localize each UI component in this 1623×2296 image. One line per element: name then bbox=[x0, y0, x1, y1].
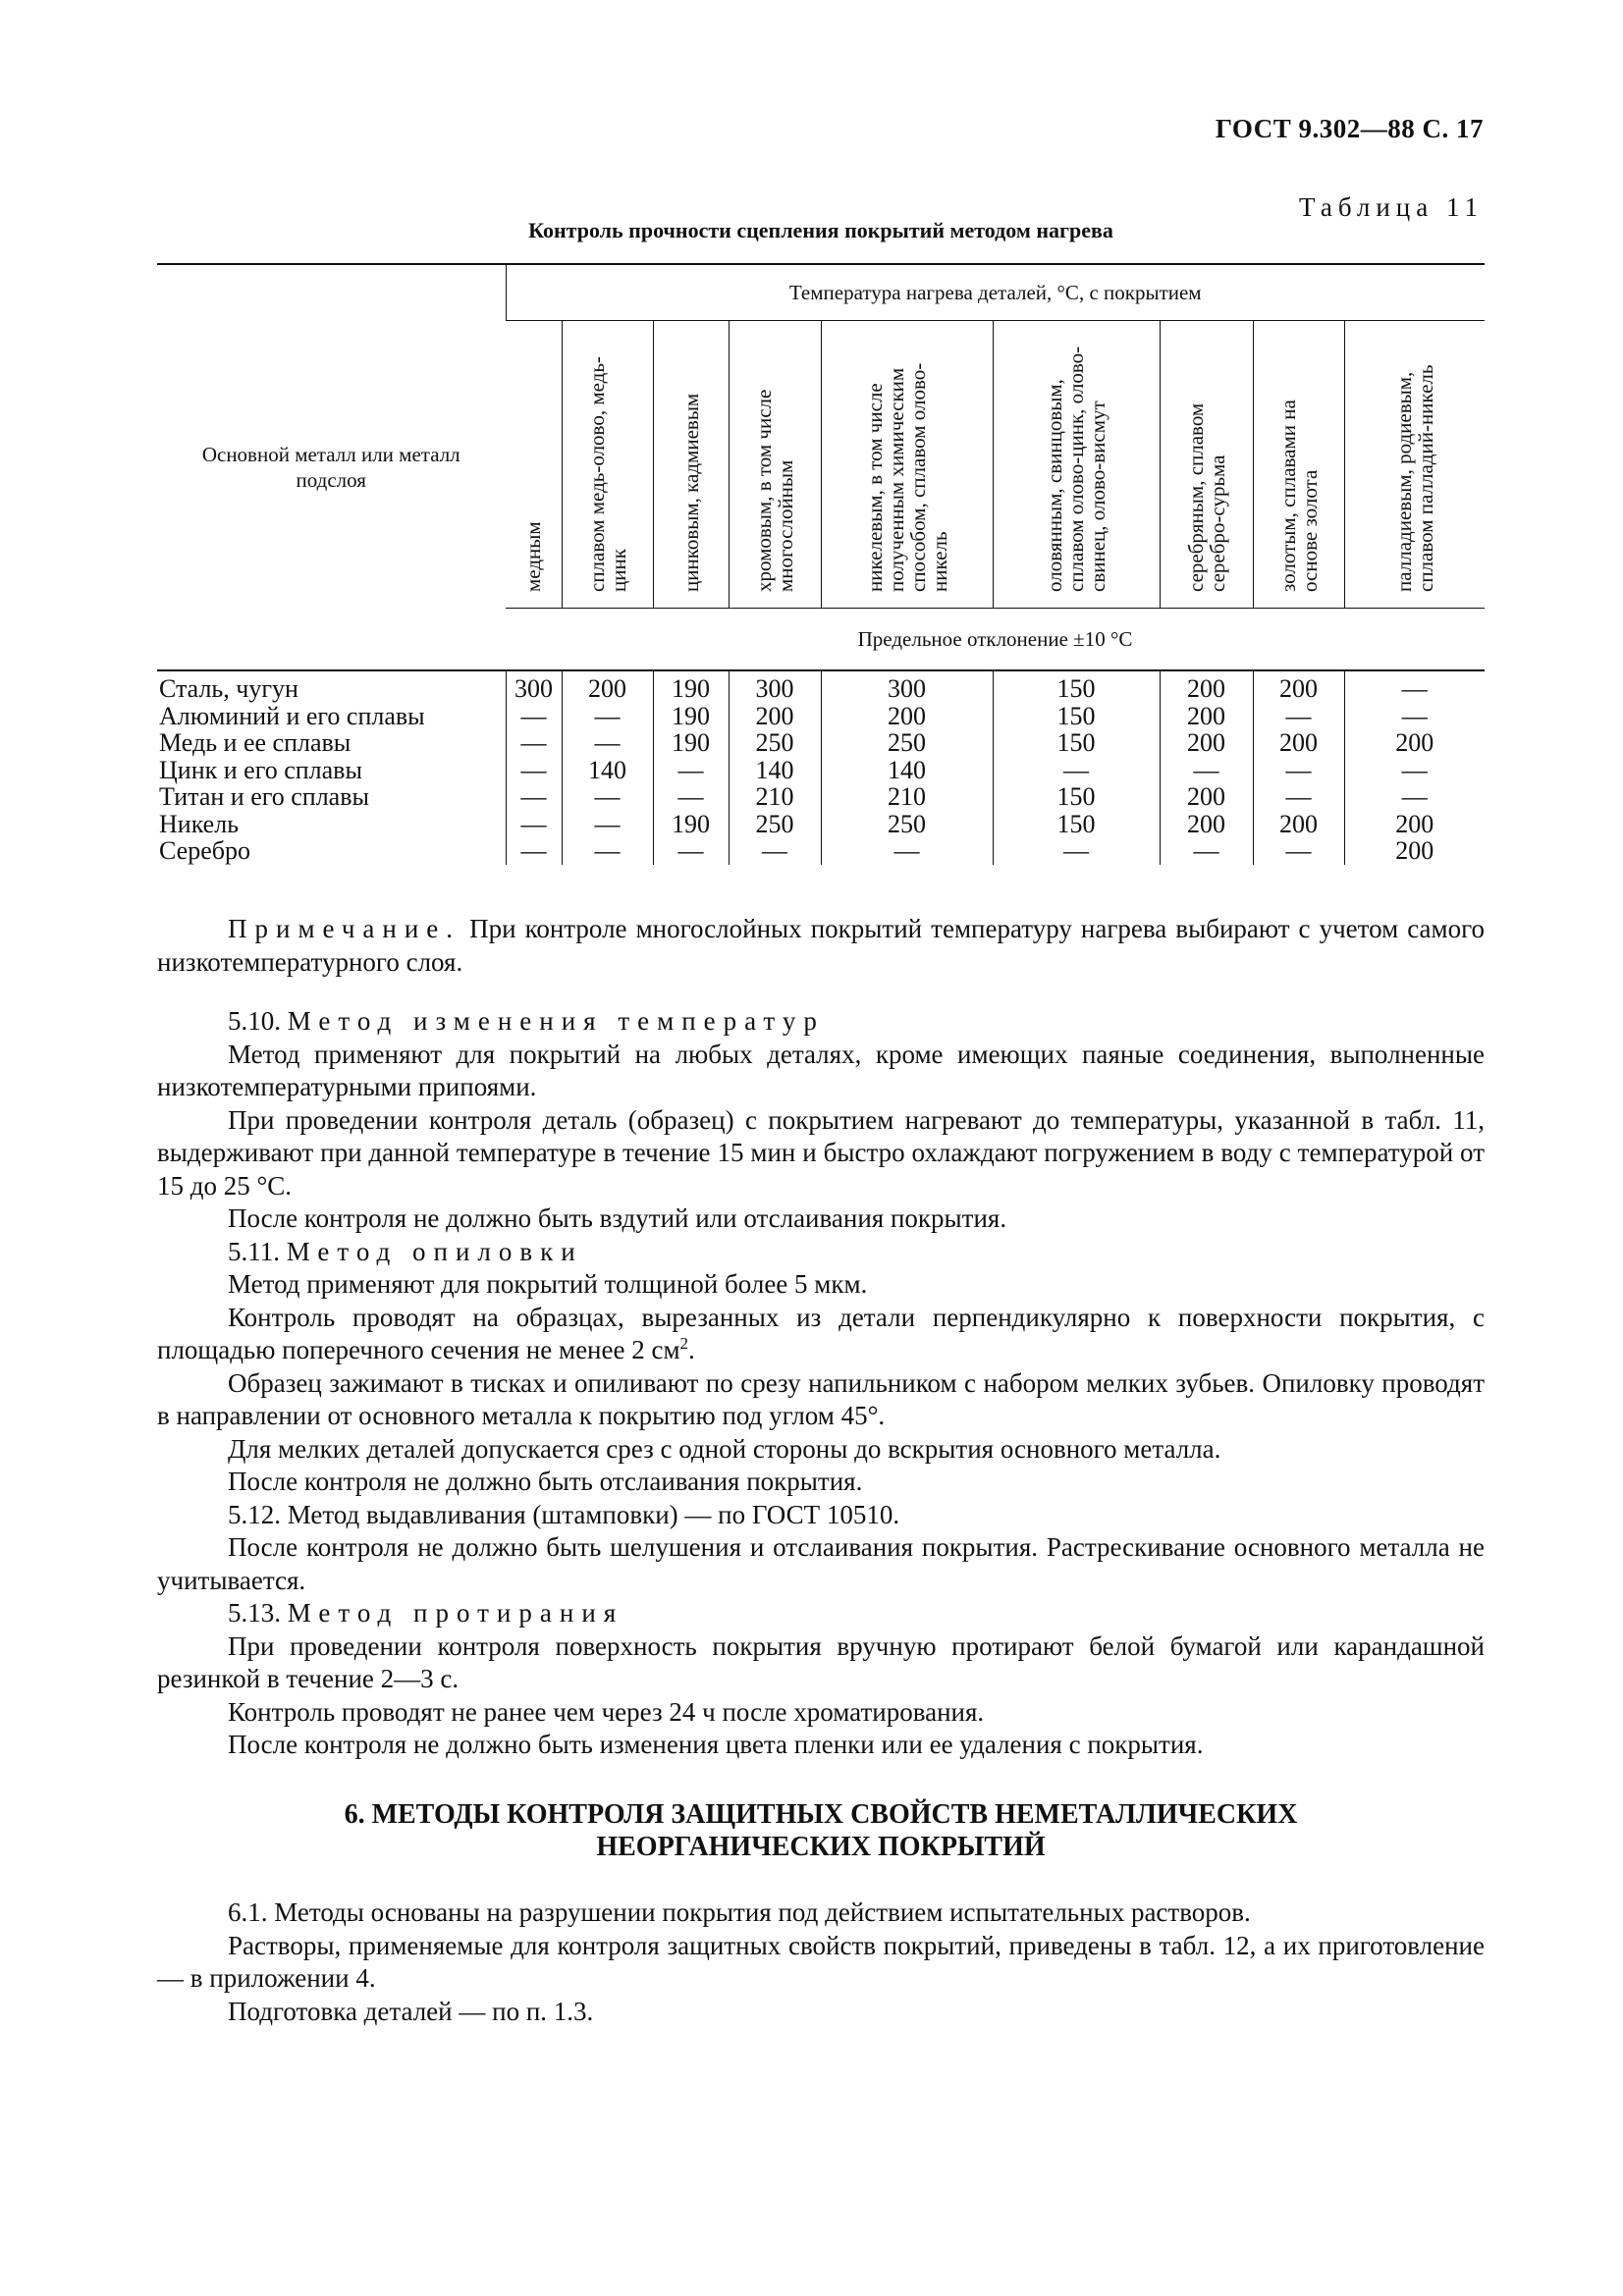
row-metal: Сталь, чугун bbox=[159, 674, 298, 703]
row-value: 200 bbox=[821, 703, 993, 730]
table-title: Контроль прочности сцепления покрытий методом нагрева bbox=[528, 218, 1113, 242]
row-metal: Титан и его сплавы bbox=[159, 782, 369, 811]
row-value: 200 bbox=[1344, 729, 1485, 757]
paragraph: После контроля не должно быть изменения цвета пленки или ее удаления с покрытия. bbox=[228, 1730, 1204, 1759]
row-value: — bbox=[653, 837, 729, 865]
row-value: 200 bbox=[1344, 811, 1485, 838]
paragraph: Растворы, применяемые для контроля защитных свойств покрытий, приведены в табл. 12, а их приготовление — в приложении 4. bbox=[157, 1930, 1485, 1993]
paragraph: 6.1. Методы основаны на разрушении покрытия под действием испытательных растворов. bbox=[228, 1897, 1251, 1927]
row-value: 250 bbox=[821, 729, 993, 757]
row-value: 200 bbox=[1160, 729, 1253, 757]
table-row bbox=[157, 811, 1485, 838]
coating-adhesion-table bbox=[157, 263, 1485, 865]
header-coating-3 bbox=[653, 321, 729, 609]
row-value: 250 bbox=[821, 811, 993, 838]
row-value: — bbox=[993, 837, 1160, 865]
row-value: 200 bbox=[562, 670, 653, 703]
row-metal: Никель bbox=[159, 809, 240, 838]
table-number: Таблица 11 bbox=[1299, 192, 1484, 222]
section-6-body bbox=[157, 1896, 1485, 2028]
paragraph: Метод применяют для покрытий толщиной более 5 мкм. bbox=[228, 1269, 868, 1299]
row-value: 300 bbox=[506, 670, 562, 703]
row-value: 150 bbox=[993, 729, 1160, 757]
row-value: 250 bbox=[729, 811, 821, 838]
table-row bbox=[157, 837, 1485, 865]
row-value: — bbox=[506, 811, 562, 838]
paragraph: Подготовка деталей — по п. 1.3. bbox=[228, 1996, 594, 2026]
row-value: 140 bbox=[821, 757, 993, 784]
table-note bbox=[157, 913, 1485, 979]
header-coating-2 bbox=[562, 321, 653, 609]
heading-5-11 bbox=[157, 1236, 1485, 1269]
row-value: 200 bbox=[1253, 670, 1344, 703]
header-coating-4 bbox=[729, 321, 821, 609]
heading-5-11-number: 5.11. bbox=[228, 1236, 280, 1266]
row-value: 210 bbox=[729, 783, 821, 811]
table-row bbox=[157, 783, 1485, 811]
row-value: — bbox=[821, 837, 993, 865]
section-6-heading-line2: НЕОРГАНИЧЕСКИХ ПОКРЫТИЙ bbox=[596, 1832, 1046, 1862]
heading-5-10 bbox=[157, 1005, 1485, 1039]
header-deviation: Предельное отклонение ±10 °С bbox=[506, 609, 1485, 671]
row-value: 150 bbox=[993, 703, 1160, 730]
header-coating-label: никелевым, в том числе полученным химическим способом, сплавом олово-никель bbox=[862, 362, 951, 592]
header-coating-label: сплавом медь-олово, медь-цинк bbox=[584, 356, 630, 592]
row-value: 300 bbox=[729, 670, 821, 703]
row-metal: Алюминий и его сплавы bbox=[159, 701, 425, 730]
row-value: — bbox=[1344, 783, 1485, 811]
sections-5 bbox=[157, 1005, 1485, 1762]
row-value: 150 bbox=[993, 783, 1160, 811]
row-value: — bbox=[993, 757, 1160, 784]
row-value: 190 bbox=[653, 729, 729, 757]
row-value: — bbox=[562, 729, 653, 757]
row-value: — bbox=[506, 783, 562, 811]
row-value: 150 bbox=[993, 670, 1160, 703]
table-row bbox=[157, 757, 1485, 784]
table-row bbox=[157, 729, 1485, 757]
row-value: — bbox=[653, 757, 729, 784]
heading-5-13-number: 5.13. bbox=[228, 1598, 281, 1628]
heading-5-10-title: Метод изменения температур bbox=[287, 1006, 825, 1036]
header-coating-label: палладиевым, родиевым, сплавом палладий-никель bbox=[1391, 364, 1437, 592]
row-value: — bbox=[729, 837, 821, 865]
row-value: — bbox=[1344, 703, 1485, 730]
row-value: — bbox=[506, 703, 562, 730]
header-coating-7 bbox=[1160, 321, 1253, 609]
row-value: 190 bbox=[653, 703, 729, 730]
row-value: — bbox=[1160, 837, 1253, 865]
row-value: — bbox=[562, 703, 653, 730]
row-value: — bbox=[1344, 757, 1485, 784]
row-value: — bbox=[1253, 837, 1344, 865]
row-metal: Медь и ее сплавы bbox=[159, 728, 352, 757]
row-value: 200 bbox=[1160, 703, 1253, 730]
section-6-heading bbox=[157, 1798, 1485, 1863]
header-coating-label: золотым, сплавами на основе золота bbox=[1275, 400, 1322, 592]
row-value: — bbox=[562, 783, 653, 811]
row-value: — bbox=[506, 837, 562, 865]
header-coating-label: цинковым, кадмиевым bbox=[678, 393, 703, 592]
row-value: — bbox=[1253, 757, 1344, 784]
header-base-metal: Основной металл или металл подслоя bbox=[157, 264, 506, 670]
header-coating-label: медным bbox=[521, 521, 546, 592]
row-value: 250 bbox=[729, 729, 821, 757]
row-value: 200 bbox=[1160, 783, 1253, 811]
row-value: — bbox=[1253, 703, 1344, 730]
row-value: — bbox=[653, 783, 729, 811]
row-value: 210 bbox=[821, 783, 993, 811]
table-row bbox=[157, 703, 1485, 730]
heading-5-13 bbox=[157, 1597, 1485, 1630]
row-metal: Цинк и его сплавы bbox=[159, 755, 362, 784]
paragraph: После контроля не должно быть шелушения и отслаивания покрытия. Растрескивание основного металла не учитывается. bbox=[157, 1532, 1485, 1595]
row-value: — bbox=[1160, 757, 1253, 784]
row-value: 300 bbox=[821, 670, 993, 703]
paragraph: После контроля не должно быть отслаивания покрытия. bbox=[228, 1467, 863, 1496]
header-coating-9 bbox=[1344, 321, 1485, 609]
heading-5-10-number: 5.10. bbox=[228, 1006, 281, 1036]
header-coating-6 bbox=[993, 321, 1160, 609]
paragraph: Метод применяют для покрытий на любых деталях, кроме имеющих паяные соединения, выполненные низкотемпературными припоями. bbox=[157, 1039, 1485, 1101]
paragraph: Контроль проводят не ранее чем через 24 ч после хроматирования. bbox=[228, 1696, 985, 1727]
superscript: 2 bbox=[679, 1334, 689, 1353]
heading-5-11-title: Метод опиловки bbox=[286, 1236, 583, 1266]
row-metal: Серебро bbox=[159, 836, 250, 865]
row-value: 200 bbox=[1344, 837, 1485, 865]
row-value: 200 bbox=[1160, 670, 1253, 703]
paragraph: При проведении контроля деталь (образец) с покрытием нагревают до температуры, указанной в табл. 11, выдерживают при данной температуре в течение 15 мин и быстро охлаждают погружением в воду с температурой от 15 до 25 °С. bbox=[157, 1104, 1485, 1201]
row-value: — bbox=[1253, 783, 1344, 811]
paragraph-end: . bbox=[688, 1335, 695, 1364]
row-value: — bbox=[506, 757, 562, 784]
row-value: 190 bbox=[653, 811, 729, 838]
header-coating-label: хромовым, в том числе многослойным bbox=[752, 389, 797, 592]
table-row bbox=[157, 670, 1485, 703]
section-6-heading-line1: 6. МЕТОДЫ КОНТРОЛЯ ЗАЩИТНЫХ СВОЙСТВ НЕМЕТАЛЛИЧЕСКИХ bbox=[344, 1799, 1298, 1830]
paragraph: При проведении контроля поверхность покрытия вручную протирают белой бумагой или карандашной резинкой в течение 2—3 с. bbox=[157, 1630, 1485, 1693]
header-coating-label: оловянным, свинцовым, сплавом олово-цинк, олово-свинец, олово-висмут bbox=[1043, 346, 1109, 592]
header-coating-1 bbox=[506, 321, 562, 609]
paragraph: Образец зажимают в тисках и опиливают по срезу напильником с набором мелких зубьев. Опиловку проводят в направлении от основного металла к покрытию под углом 45°. bbox=[157, 1367, 1485, 1430]
header-coating-label: серебряным, сплавом серебро-сурьма bbox=[1183, 402, 1229, 592]
paragraph-text: Контроль проводят на образцах, вырезанных из детали перпендикулярно к поверхности покрытия, с площадью поперечного сечения не менее 2 см bbox=[157, 1302, 1485, 1364]
row-value: 140 bbox=[729, 757, 821, 784]
heading-5-12: 5.12. Метод выдавливания (штамповки) — по ГОСТ 10510. bbox=[228, 1499, 900, 1529]
row-value: 150 bbox=[993, 811, 1160, 838]
paragraph bbox=[157, 1302, 1485, 1367]
heading-5-13-title: Метод протирания bbox=[287, 1598, 624, 1628]
row-value: — bbox=[562, 837, 653, 865]
page-header: ГОСТ 9.302—88 С. 17 bbox=[1215, 114, 1484, 143]
note-label: Примечание. bbox=[228, 914, 461, 943]
row-value: 200 bbox=[729, 703, 821, 730]
note-text: При контроле многослойных покрытий температуру нагрева выбирают с учетом самого низкотемпературного слоя. bbox=[157, 914, 1485, 977]
row-value: 200 bbox=[1253, 729, 1344, 757]
header-coating-5 bbox=[821, 321, 993, 609]
row-value: 200 bbox=[1160, 811, 1253, 838]
paragraph: После контроля не должно быть вздутий или отслаивания покрытия. bbox=[228, 1203, 1007, 1233]
row-value: — bbox=[506, 729, 562, 757]
row-value: — bbox=[1344, 670, 1485, 703]
paragraph: Для мелких деталей допускается срез с одной стороны до вскрытия основного металла. bbox=[228, 1433, 1221, 1464]
row-value: 190 bbox=[653, 670, 729, 703]
header-coating-8 bbox=[1253, 321, 1344, 609]
row-value: — bbox=[562, 811, 653, 838]
row-value: 200 bbox=[1253, 811, 1344, 838]
header-temperature-group: Температура нагрева деталей, °С, с покрытием bbox=[506, 264, 1485, 321]
row-value: 140 bbox=[562, 757, 653, 784]
